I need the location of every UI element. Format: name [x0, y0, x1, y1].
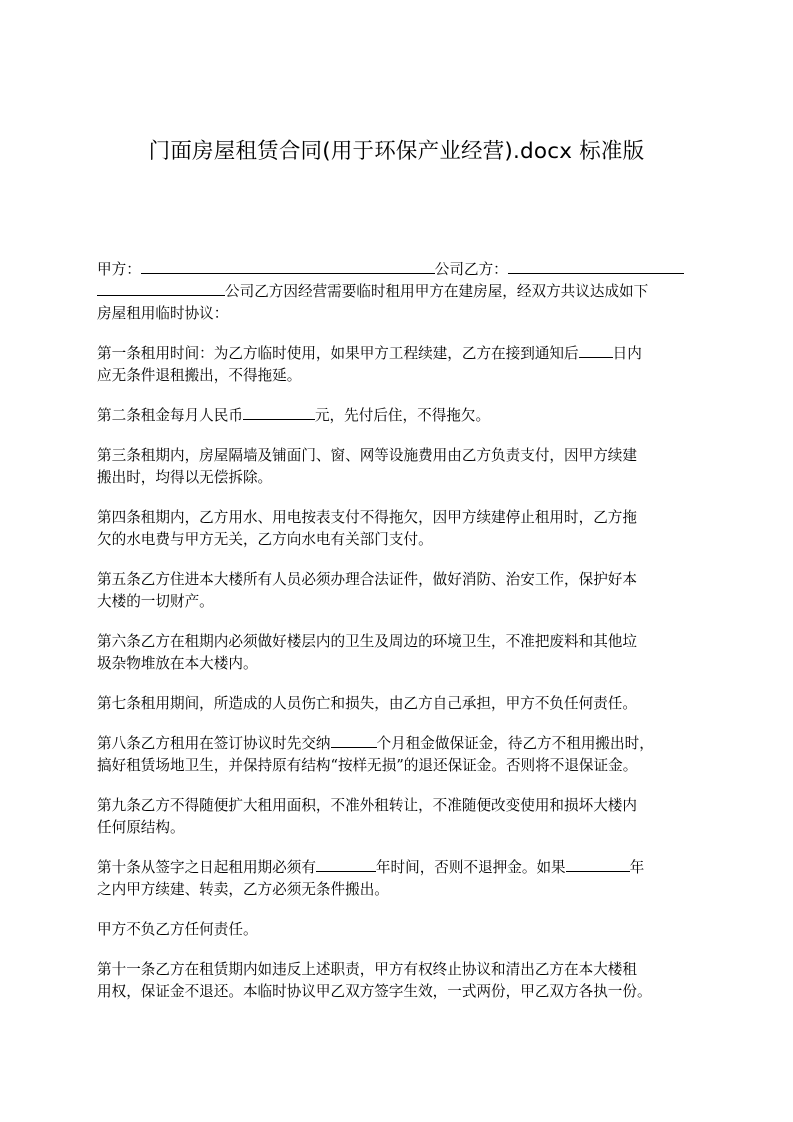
parties-paragraph	[97, 259, 699, 325]
clause-8-line-1	[97, 733, 699, 755]
party-b-name-blank[interactable]	[508, 259, 684, 274]
clause-10-line-2: 之内甲方续建、转卖，乙方必须无条件搬出。	[97, 881, 389, 898]
clause-1-line-1	[97, 343, 699, 365]
deposit-months-blank[interactable]	[331, 733, 377, 748]
clause-2-text-a: 第二条租金每月人民币	[97, 407, 243, 424]
clause-8-line-2: 搞好租赁场地卫生，并保持原有结构“按样无损”的退还保证金。否则将不退保证金。	[97, 757, 638, 774]
parties-line-3: 房屋租用临时协议：	[97, 305, 229, 322]
parties-line-2-text: 公司乙方因经营需要临时租用甲方在建房屋，经双方共议达成如下	[225, 283, 649, 300]
lease-years-blank[interactable]	[316, 857, 376, 872]
clause-4-line-1: 第四条租期内，乙方用水、用电按表支付不得拖欠，因甲方续建停止租用时，乙方拖	[97, 509, 637, 526]
clause-11-line-2: 用权，保证金不退还。本临时协议甲乙双方签字生效，一式两份，甲乙双方各执一份。	[97, 983, 652, 1000]
clause-10-line-1	[97, 857, 699, 879]
party-a-name-blank[interactable]	[141, 259, 435, 274]
clause-1-line-2: 应无条件退租搬出，不得拖延。	[97, 367, 302, 384]
clause-2-line-1	[97, 405, 699, 427]
clause-10	[97, 857, 699, 901]
liability-note	[97, 919, 699, 941]
clause-6-line-2: 圾杂物堆放在本大楼内。	[97, 655, 258, 672]
monthly-rent-blank[interactable]	[243, 405, 315, 420]
clause-8-text-b: 个月租金做保证金，待乙方不租用搬出时，	[376, 735, 654, 752]
clause-1-text-b: 日内	[612, 345, 642, 362]
clause-9-line-2: 任何原结构。	[97, 819, 185, 836]
rebuild-years-blank[interactable]	[566, 857, 630, 872]
clause-7-line-1: 第七条租用期间，所造成的人员伤亡和损失，由乙方自己承担，甲方不负任何责任。	[97, 695, 637, 712]
clause-2-text-b: 元，先付后住，不得拖欠。	[314, 407, 491, 424]
parties-line-2	[97, 281, 699, 303]
party-b-name-blank-continued[interactable]	[97, 281, 225, 296]
clause-5-line-2: 大楼的一切财产。	[97, 593, 214, 610]
clause-10-text-a: 第十条从签字之日起租用期必须有	[97, 859, 316, 876]
clause-1	[97, 343, 699, 387]
parties-line-1	[97, 259, 699, 281]
clause-4-line-2: 欠的水电费与甲方无关，乙方向水电有关部门支付。	[97, 531, 433, 548]
clause-3-line-2: 搬出时，均得以无偿拆除。	[97, 469, 273, 486]
liability-note-line: 甲方不负乙方任何责任。	[97, 921, 258, 938]
clause-7	[97, 693, 699, 715]
clause-11	[97, 959, 699, 1003]
clause-9	[97, 795, 699, 839]
clause-2	[97, 405, 699, 427]
clause-5-line-1: 第五条乙方住进本大楼所有人员必须办理合法证件，做好消防、治安工作，保护好本	[97, 571, 637, 588]
clause-10-text-b: 年时间，否则不退押金。如果	[375, 859, 566, 876]
clause-6	[97, 631, 699, 675]
clause-11-line-1: 第十一条乙方在租赁期内如违反上述职责，甲方有权终止协议和清出乙方在本大楼租	[97, 961, 637, 978]
clause-3	[97, 445, 699, 489]
clause-8-text-a: 第八条乙方租用在签订协议时先交纳	[97, 735, 331, 752]
document-title: 门面房屋租赁合同(用于环保产业经营).docx 标准版	[148, 139, 645, 164]
clause-10-text-c: 年	[629, 859, 645, 876]
notice-days-blank[interactable]	[579, 343, 613, 358]
clause-8	[97, 733, 699, 777]
clause-9-line-1: 第九条乙方不得随便扩大租用面积，不准外租转让，不准随便改变使用和损坏大楼内	[97, 797, 637, 814]
contract-body	[97, 259, 699, 1021]
clause-4	[97, 507, 699, 551]
clause-5	[97, 569, 699, 613]
clause-1-text-a: 第一条租用时间：为乙方临时使用，如果甲方工程续建，乙方在接到通知后	[97, 345, 579, 362]
party-a-suffix: 公司乙方：	[434, 261, 508, 278]
clause-3-line-1: 第三条租期内，房屋隔墙及铺面门、窗、网等设施费用由乙方负责支付，因甲方续建	[97, 447, 637, 464]
clause-6-line-1: 第六条乙方在租期内必须做好楼层内的卫生及周边的环境卫生，不准把废料和其他垃	[97, 633, 637, 650]
party-a-label: 甲方：	[97, 261, 141, 278]
